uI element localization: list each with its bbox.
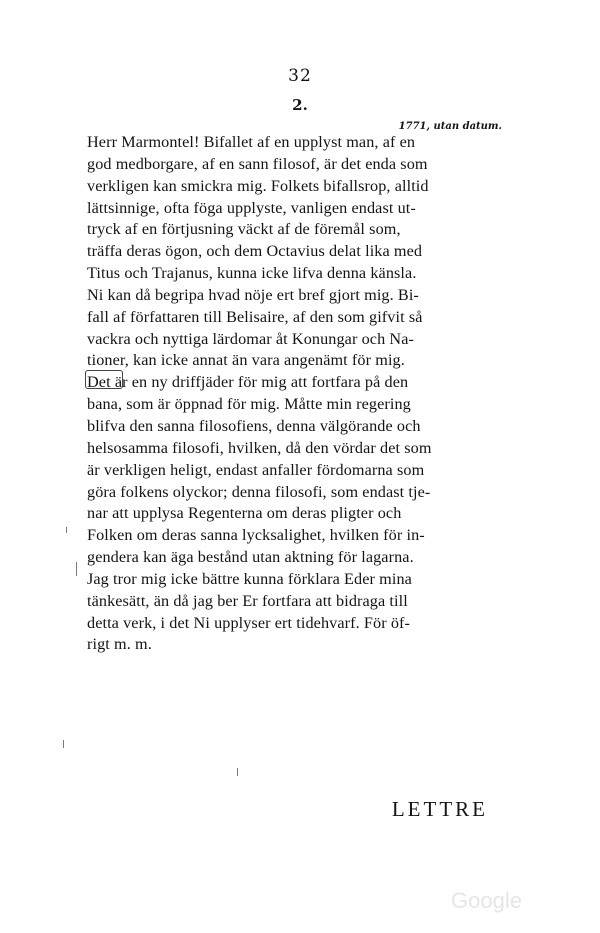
body-line: träffa deras ögon, och dem Octavius delat lika med <box>87 242 423 261</box>
body-line: Folken om deras sanna lycksalighet, hvilken för in- <box>87 526 425 545</box>
letter-body <box>87 132 514 656</box>
body-line: Ni kan då begripa hvad nöje ert bref gjort mig. Bi- <box>87 285 419 304</box>
pencil-box-det <box>85 370 123 389</box>
body-line: Titus och Trajanus, kunna icke lifva denna känsla. <box>87 264 417 283</box>
pencil-margin-mark <box>66 527 67 533</box>
body-line: lättsinnige, ofta föga upplyste, vanligen endast ut- <box>87 198 416 217</box>
body-line: vackra och nyttiga lärdomar åt Konungar och Na- <box>87 329 414 348</box>
body-line: helsosamma filosofi, hvilken, då den vördar det som <box>87 438 432 457</box>
body-line: tryck af en förtjusning väckt af de föremål som, <box>87 220 401 239</box>
pencil-margin-mark <box>63 740 64 748</box>
body-line: tioner, kan icke annat än vara angenämt för mig. <box>87 351 405 370</box>
catchword: LETTRE <box>391 797 488 821</box>
body-line: är verkligen heligt, endast anfaller fördomarna som <box>87 460 425 479</box>
body-line: rigt m. m. <box>87 635 152 654</box>
body-line: god medborgare, af en sann filosof, är det enda som <box>87 154 428 173</box>
body-line: nar att upplysa Regenterna om deras pligter och <box>87 504 402 523</box>
body-line: bana, som är öppnad för mig. Måtte min regering <box>87 395 411 414</box>
date-line: 1771, utan datum. <box>398 121 502 132</box>
google-watermark: Google <box>451 888 522 913</box>
body-line: Jag tror mig icke bättre kunna förklara Eder mina <box>87 569 412 588</box>
body-line: detta verk, i det Ni upplyser ert tidehvarf. För öf- <box>87 613 411 632</box>
body-line: tänkesätt, än då jag ber Er fortfara att bidraga till <box>87 591 408 610</box>
body-line: Det är en ny driffjäder för mig att fortfara på den <box>87 373 409 392</box>
letter-number: 2. <box>292 96 308 114</box>
body-line: gendera kan äga bestånd utan aktning för lagarna. <box>87 548 414 567</box>
body-line: fall af författaren till Belisaire, af den som gifvit så <box>87 307 423 326</box>
body-line: verkligen kan smickra mig. Folkets bifallsrop, alltid <box>87 176 429 195</box>
body-line: göra folkens olyckor; denna filosofi, som endast tje- <box>87 482 431 501</box>
page-number: 32 <box>288 66 312 86</box>
body-line: Herr Marmontel! Bifallet af en upplyst man, af en <box>87 133 416 151</box>
body-line: blifva den sanna filosofiens, denna välgörande och <box>87 416 421 435</box>
pencil-margin-mark <box>237 768 238 776</box>
pencil-margin-mark <box>76 562 77 576</box>
